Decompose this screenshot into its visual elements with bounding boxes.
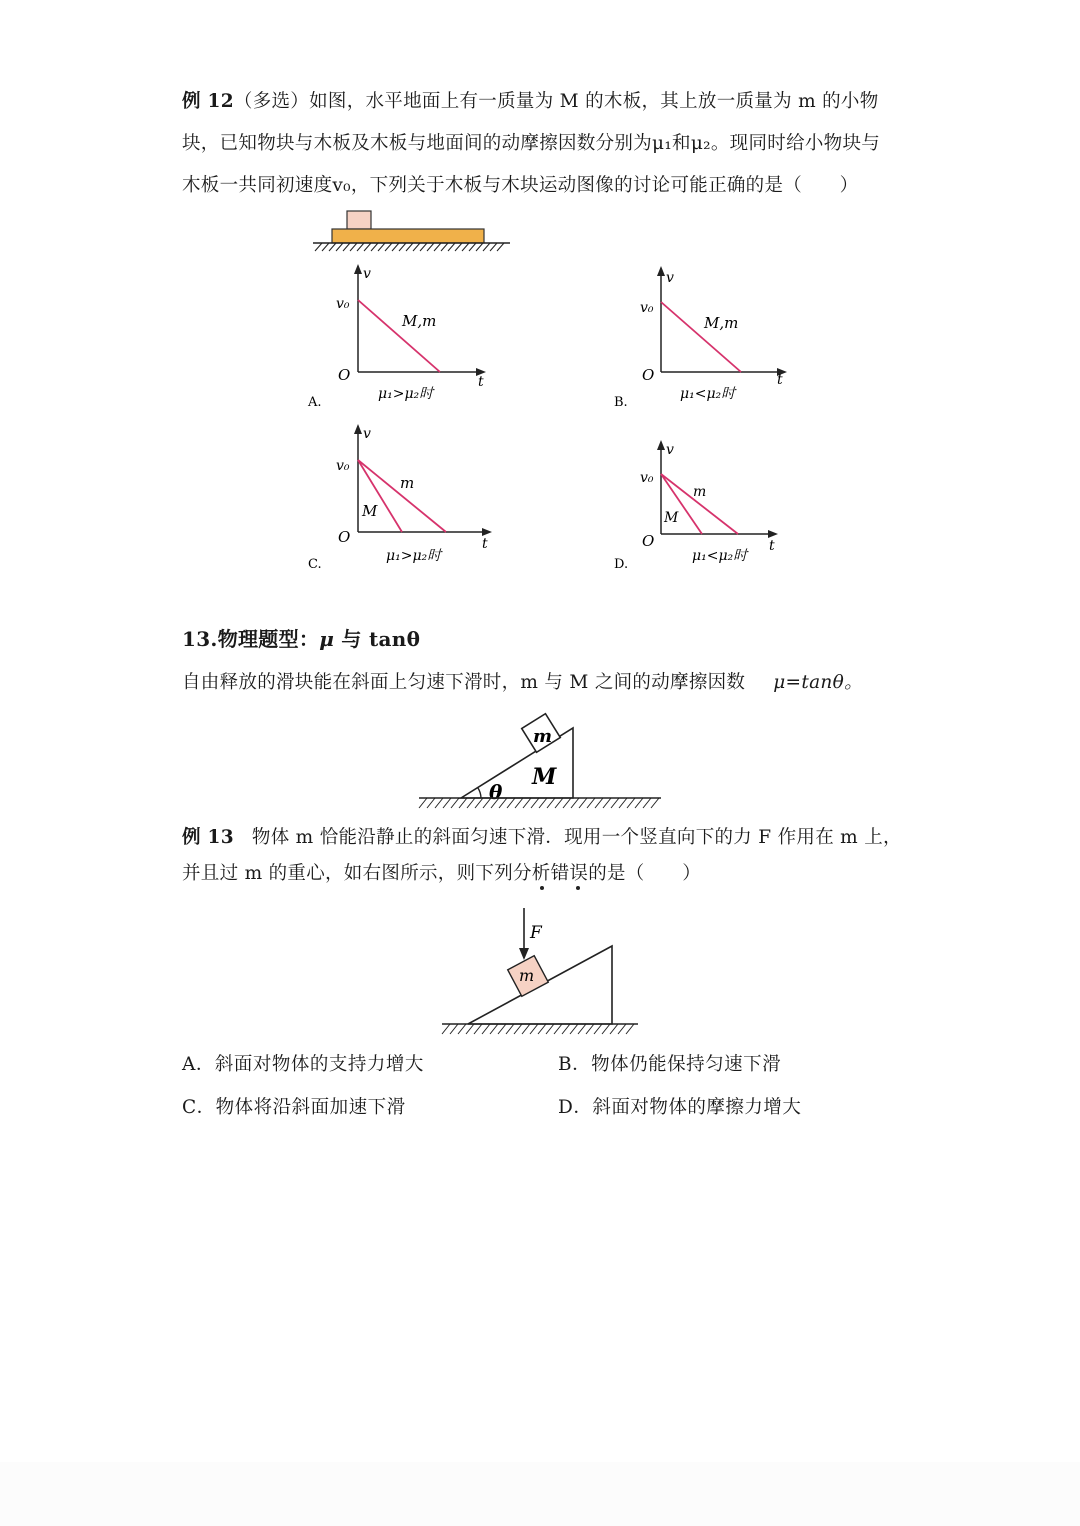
line-label-m: m: [400, 474, 415, 492]
v-label: v: [666, 442, 674, 458]
option-a: A．斜面对物体的支持力增大: [182, 1054, 424, 1075]
example12-line2: 块，已知物块与木板及木板与地面间的动摩擦因数分别为μ₁和μ₂。现同时给小物块与: [182, 133, 881, 154]
v0-label: v₀: [336, 296, 350, 312]
example12-line3: 木板一共同初速度v₀，下列关于木板与木块运动图像的讨论可能正确的是（ ）: [182, 175, 859, 196]
block-m-label: m: [533, 726, 553, 747]
force-F-label: F: [530, 923, 542, 943]
ground-hatch: [419, 798, 659, 808]
page-bottom-margin: [0, 1462, 1080, 1526]
graph-b: [606, 262, 806, 412]
v0-label: v₀: [640, 300, 654, 316]
emphasis-dot: [540, 886, 544, 890]
v-axis-arrow: [657, 266, 665, 276]
line-label-M: M: [362, 502, 378, 520]
incline-figure-13: [415, 708, 665, 812]
plank: [332, 229, 484, 243]
v-axis-arrow: [657, 440, 665, 450]
v-label: v: [363, 266, 371, 282]
section13-statement: 自由释放的滑块能在斜面上匀速下滑时，m 与 M 之间的动摩擦因数: [182, 672, 746, 693]
example12-line1: [182, 90, 879, 114]
t-axis-arrow: [768, 530, 778, 538]
condition-label: μ₁<μ₂时: [680, 386, 736, 402]
section13-mu: μ: [319, 627, 335, 651]
graph-c: [300, 420, 500, 572]
example13-text1: 物体 m 恰能沿静止的斜面匀速下滑．现用一个竖直向下的力 F 作用在 m 上，: [251, 827, 902, 848]
option-c: C．物体将沿斜面加速下滑: [182, 1097, 406, 1118]
option-label: D.: [614, 557, 629, 572]
section13-heading: [182, 627, 420, 651]
t-label: t: [777, 372, 783, 388]
theta-arc: [478, 788, 481, 798]
section13-rest: 与 tanθ: [334, 627, 421, 651]
example12-label: 例 12: [182, 91, 234, 112]
origin-label: O: [338, 528, 351, 546]
plank-figure: [305, 205, 520, 255]
small-block: [347, 211, 371, 229]
section13-number: 13.物理题型：: [182, 627, 320, 651]
option-b: B．物体仍能保持匀速下滑: [558, 1054, 782, 1075]
t-axis-arrow: [482, 528, 492, 536]
example13-line2: 并且过 m 的重心，如右图所示，则下列分析错误的是（ ）: [182, 863, 702, 884]
ground-hatch: [315, 243, 504, 251]
section13-statement-line: [182, 671, 863, 695]
example13-label: 例 13: [182, 827, 234, 848]
v-label: v: [363, 426, 371, 442]
incline-M-label: M: [532, 764, 557, 790]
v0-label: v₀: [640, 470, 654, 486]
option-label: A.: [308, 395, 322, 410]
origin-label: O: [642, 366, 655, 384]
graph-line-Mm: [358, 300, 440, 372]
block-m-label: m: [519, 966, 535, 985]
section13-formula: μ=tanθ。: [773, 672, 863, 693]
emphasis-dot: [576, 886, 580, 890]
line-label-m: m: [693, 484, 707, 500]
v-axis-arrow: [354, 264, 362, 274]
option-label: B.: [614, 395, 628, 410]
incline-figure-force: [440, 904, 640, 1038]
theta-label: θ: [489, 780, 503, 804]
graph-a: [300, 260, 500, 410]
ground-hatch: [442, 1024, 634, 1034]
graph-line-M: [358, 460, 402, 532]
graph-line-m: [358, 460, 446, 532]
t-label: t: [769, 538, 775, 554]
example13-line1: [182, 826, 902, 850]
force-arrow-head: [519, 948, 529, 960]
page-top-margin: [0, 0, 1080, 68]
graph-line-Mm: [661, 302, 741, 372]
line-label-Mm: M,m: [402, 312, 437, 330]
condition-label: μ₁>μ₂时: [386, 548, 442, 564]
t-label: t: [482, 536, 488, 552]
condition-label: μ₁<μ₂时: [692, 548, 748, 564]
v-label: v: [666, 270, 674, 286]
line-label-M: M: [664, 510, 679, 526]
origin-label: O: [338, 366, 351, 384]
option-d: D．斜面对物体的摩擦力增大: [558, 1097, 802, 1118]
v-axis-arrow: [354, 424, 362, 434]
v0-label: v₀: [336, 458, 350, 474]
t-label: t: [478, 374, 484, 390]
origin-label: O: [642, 532, 655, 550]
graph-d: [606, 436, 806, 572]
option-label: C.: [308, 557, 322, 572]
line-label-Mm: M,m: [704, 314, 739, 332]
condition-label: μ₁>μ₂时: [378, 386, 434, 402]
example12-text1: （多选）如图，水平地面上有一质量为 M 的木板，其上放一质量为 m 的小物: [233, 91, 879, 112]
